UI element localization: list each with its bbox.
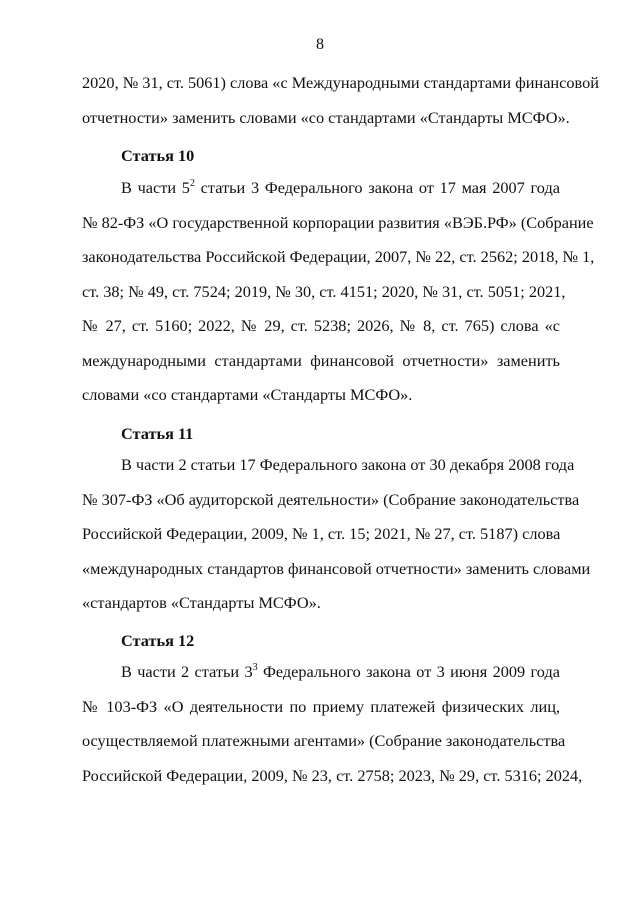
text-line: № 103-ФЗ «О деятельности по приему платежей физических лиц, xyxy=(82,696,560,716)
superscript: 3 xyxy=(252,661,258,673)
text-line: законодательства Российской Федерации, 2007, № 22, ст. 2562; 2018, № 1, xyxy=(82,247,595,266)
text-line: № 307-ФЗ «Об аудиторской деятельности» (Собрание законодательства xyxy=(82,489,580,509)
article-10-heading: Статья 10 xyxy=(121,146,195,165)
article-12-heading: Статья 12 xyxy=(121,631,195,650)
article-10-paragraph xyxy=(82,171,595,413)
superscript: 2 xyxy=(189,177,195,189)
text-line: 2020, № 31, ст. 5061) слова «с Международными стандартами финансовой xyxy=(82,73,599,92)
article-11-heading: Статья 11 xyxy=(121,424,194,443)
text-fragment: Федерального закона от 3 июня 2009 года xyxy=(257,662,560,681)
text-line: словами «со стандартами «Стандарты МСФО». xyxy=(82,385,413,404)
text-line: международными стандартами финансовой отчетности» заменить xyxy=(82,350,560,370)
article-11-paragraph xyxy=(82,448,591,621)
text-line: Российской Федерации, 2009, № 1, ст. 15; 2021, № 27, ст. 5187) слова xyxy=(82,524,561,543)
text-line: отчетности» заменить словами «со стандартами «Стандарты МСФО». xyxy=(82,107,570,127)
text-line xyxy=(82,655,560,690)
text-fragment: В части 5 xyxy=(121,178,190,197)
text-fragment: В части 2 статьи 3 xyxy=(121,662,253,681)
article-12-paragraph xyxy=(82,655,583,793)
text-line: В части 2 статьи 17 Федерального закона от 30 декабря 2008 года xyxy=(121,455,575,474)
text-line: № 27, ст. 5160; 2022, № 29, ст. 5238; 2026, № 8, ст. 765) слова «с xyxy=(82,316,560,335)
text-line: Российской Федерации, 2009, № 23, ст. 2758; 2023, № 29, ст. 5316; 2024, xyxy=(82,765,583,785)
text-line: осуществляемой платежными агентами» (Собрание законодательства xyxy=(82,731,566,750)
text-line: № 82-ФЗ «О государственной корпорации развития «ВЭБ.РФ» (Собрание xyxy=(82,212,594,232)
text-line: «международных стандартов финансовой отчетности» заменить словами xyxy=(82,558,591,578)
text-fragment: статьи 3 Федерального закона от 17 мая 2007 года xyxy=(194,178,560,197)
page-number: 8 xyxy=(316,36,324,53)
text-line: «стандартов «Стандарты МСФО». xyxy=(82,593,321,612)
text-line: ст. 38; № 49, ст. 7524; 2019, № 30, ст. 4151; 2020, № 31, ст. 5051; 2021, xyxy=(82,281,566,301)
intro-paragraph xyxy=(82,66,599,135)
text-line xyxy=(82,171,560,206)
